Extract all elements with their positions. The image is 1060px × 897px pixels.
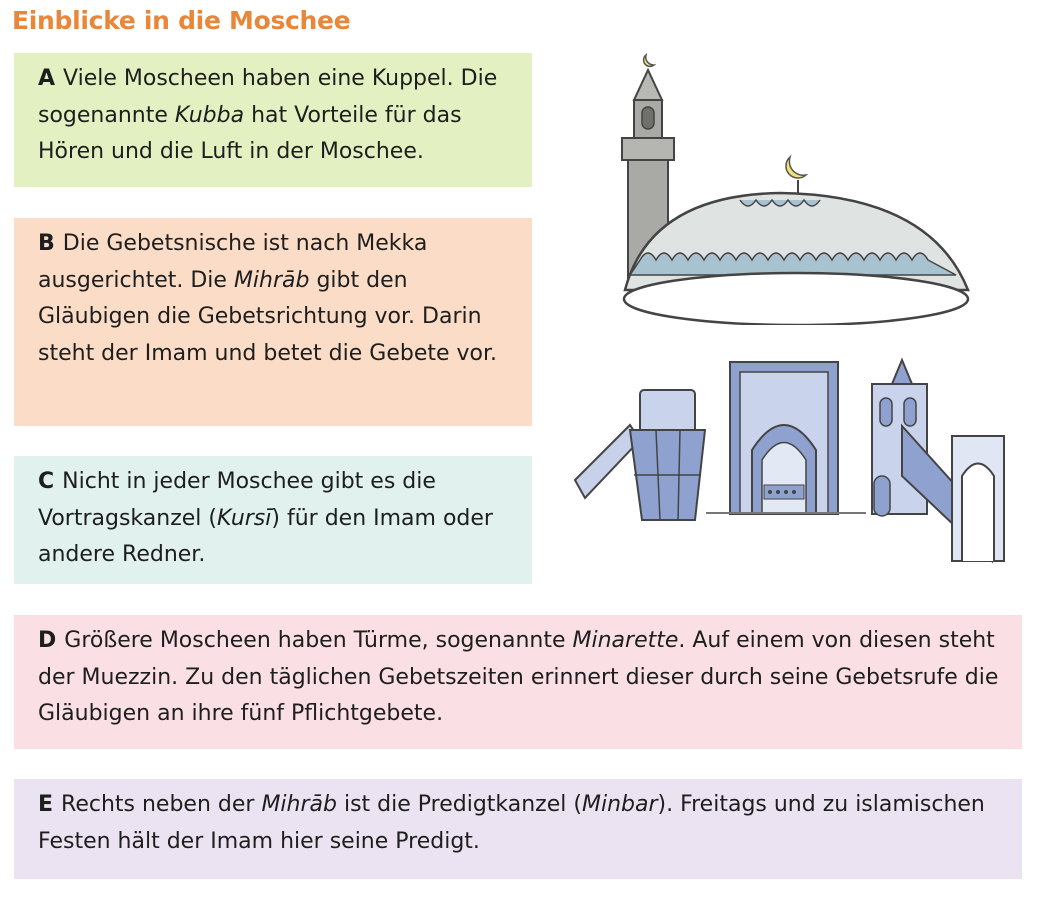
term-mihrab: Mihrāb [233,267,310,293]
box-letter: A [38,66,56,91]
floor-line [706,505,866,517]
term-minarette: Minarette [572,628,679,653]
box-letter: C [38,469,55,494]
box-letter: B [38,231,55,256]
box-text: Größere Moscheen haben Türme, sogenannte [64,628,573,653]
dome-with-minaret-illustration [600,45,980,325]
term-kubba: Kubba [174,102,245,128]
box-text: ist die Predigtkanzel ( [336,792,582,817]
info-box-e [14,779,1022,879]
box-text: Viele Moscheen haben eine Kuppel. Die sogenannte [38,66,498,128]
info-box-d [14,615,1022,749]
box-text: Nicht in jeder Moschee gibt es die Vortragskanzel ( [38,469,436,531]
kursi-illustration [570,380,720,530]
term-kursi: Kursī [216,505,272,531]
box-text: ). Freitags und zu islamischen Festen hält der Imam hier seine Predigt. [38,792,985,854]
box-text: hat Vorteile für das Hören und die Luft in der Moschee. [38,102,462,164]
info-box-c [14,456,532,584]
page-title: Einblicke in die Moschee [12,6,351,35]
box-text: Rechts neben der [61,792,262,817]
info-box-b [14,218,532,426]
box-text: . Auf einem von diesen steht der Muezzin. Zu den täglichen Gebetszeiten erinnert dieser durch seine Gebetsrufe die Gläubigen an ihre fünf Pflichtgebete. [38,628,999,726]
term-minbar: Minbar [581,792,658,817]
minbar-illustration [862,356,1012,566]
term-mihrab: Mihrāb [261,792,337,817]
box-letter: E [38,792,54,817]
box-text: Die Gebetsnische ist nach Mekka ausgerichtet. Die [38,231,428,293]
mihrab-illustration [728,360,840,518]
box-letter: D [38,628,57,653]
info-box-a [14,53,532,187]
box-text: gibt den Gläubigen die Gebetsrichtung vor. Darin steht der Imam und betet die Gebete vor. [38,267,498,366]
box-text: ) für den Imam oder andere Redner. [38,505,493,567]
